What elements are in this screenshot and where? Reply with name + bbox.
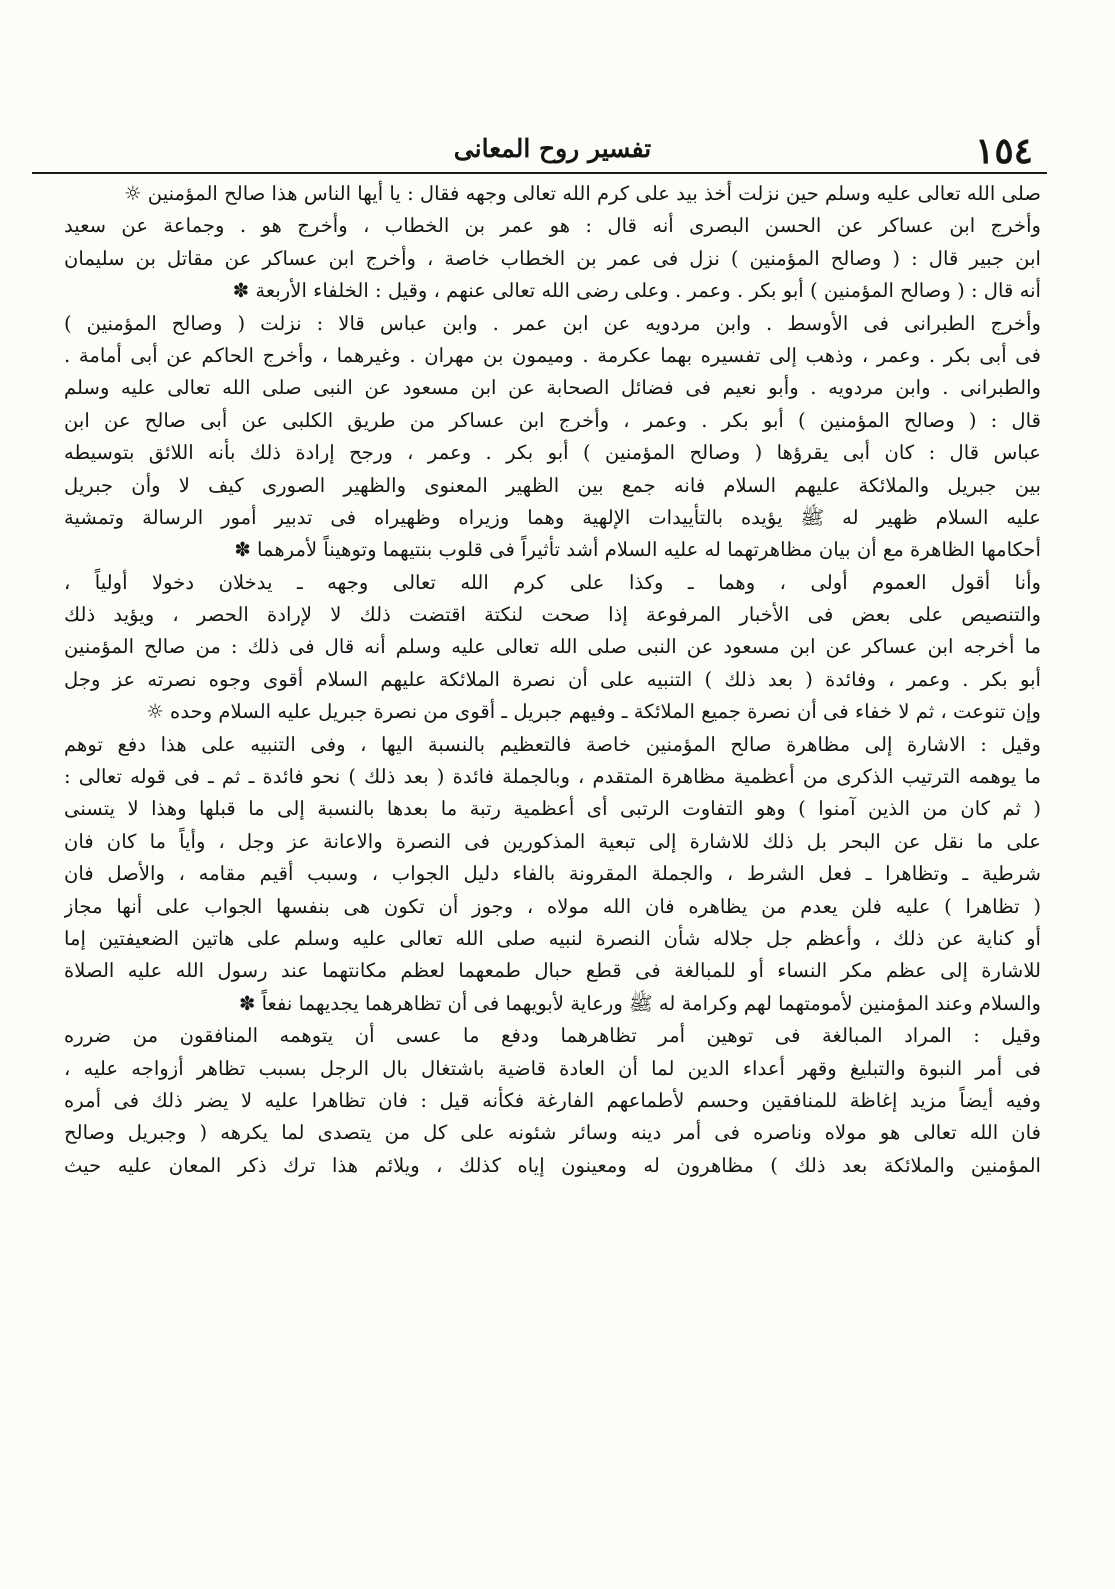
text-line: المؤمنين والملائكة بعد ذلك ) مظاهرون له ومعينون إياه كذلك ، ويلائم هذا ترك ذكر المعان عليه حيث [64, 1153, 1041, 1177]
page-header [64, 128, 1041, 172]
text-line: وقيل : المراد المبالغة فى توهين أمر تظاهرهما ودفع ما عسى أن يتوهمه المنافقون من ضرره [64, 1024, 1041, 1048]
text-line: ما أخرجه ابن عساكر عن ابن مسعود عن النبى صلى الله تعالى عليه وسلم أنه قال فى ذلك : من صالح المؤمنين [64, 635, 1041, 659]
text-line: وأخرج الطبرانى فى الأوسط . وابن مردويه عن ابن عمر . وابن عباس قالا : نزلت ( وصالح المؤمنين ) [64, 311, 1041, 335]
text-line: للاشارة إلى عظم مكر النساء أو للمبالغة فى قطع حبال طمعهما لعظم مكانتهما عند رسول الله عليه الصلاة [64, 959, 1041, 983]
text-line: والسلام وعند المؤمنين لأمومتهما لهم وكرامة له ﷺ ورعاية لأبويهما فى أن تظاهرهما يجديهما نفعاً ✽ [238, 991, 1041, 1015]
text-line: وإن تنوعت ، ثم لا خفاء فى أن نصرة جميع الملائكة ـ وفيهم جبريل ـ أقوى من نصرة جبريل عليه السلام وحده ☼ [146, 700, 1041, 724]
text-line: ( تظاهرا ) عليه فلن يعدم من يظاهره فان الله مولاه ، وجوز أن تكون هى بنفسها الجواب على أنها مجاز [64, 894, 1041, 918]
text-line: والتنصيص على بعض فى الأخبار المرفوعة إذا صحت لنكتة اقتضت ذلك لا لإرادة الحصر ، ويؤيد ذلك [64, 603, 1041, 627]
header-rule [32, 172, 1047, 174]
text-line: أو كناية عن ذلك ، وأعظم جل جلاله شأن النصرة لنبيه صلى الله تعالى عليه وسلم على هاتين الضعيفتين إما [64, 926, 1041, 950]
text-line: ( ثم كان من الذين آمنوا ) وهو التفاوت الرتبى أى أعظمية رتبة ما بعدها بالنسبة إلى ما قبلها وهذا لا يتسنى [64, 797, 1041, 821]
text-line: عباس قال : كان أبى يقرؤها ( وصالح المؤمنين ) أبو بكر . وعمر ، ورجح إرادة ذلك بأنه اللائق بتوسيطه [64, 441, 1041, 465]
text-line: شرطية ـ وتظاهرا ـ فعل الشرط ، والجملة المقرونة بالفاء دليل الجواب ، وسبب أقيم مقامه ، والأصل فان [64, 862, 1041, 886]
text-line: وأنا أقول العموم أولى ، وهما ـ وكذا على كرم الله تعالى وجهه ـ يدخلان دخولا أولياً ، [64, 570, 1041, 594]
text-line: أنه قال : ( وصالح المؤمنين ) أبو بكر . وعمر . وعلى رضى الله تعالى عنهم ، وقيل : الخلفاء الأربعة ✽ [232, 279, 1041, 303]
body-text [64, 178, 1041, 1182]
text-line: وأخرج ابن عساكر عن الحسن البصرى أنه قال : هو عمر بن الخطاب ، وأخرج هو . وجماعة عن سعيد [64, 214, 1041, 238]
text-line: فان الله تعالى هو مولاه وناصره فى أمر دينه وسائر شئونه على كل من يتصدى لما يكرهه ( وجبريل وصالح [64, 1121, 1041, 1145]
text-line: عليه السلام ظهير له ﷺ يؤيده بالتأييدات الإلهية وهما وزيراه وظهيراه فى تدبير أمور الرسالة وتمشية [64, 505, 1041, 529]
text-line: وقيل : الاشارة إلى مظاهرة صالح المؤمنين خاصة فالتعظيم بالنسبة اليها ، وفى التنبيه على هذا دفع توهم [64, 732, 1041, 756]
text-line: فى أمر النبوة والتبليغ وقهر أعداء الدين لما أن العادة قاضية باشتغال بال الرجل بسبب تظاهر أزواجه عليه ، [64, 1056, 1041, 1080]
text-line: فى أبى بكر . وعمر ، وذهب إلى تفسيره بهما عكرمة . وميمون بن مهران . وغيرهما ، وأخرج الحاكم عن أبى أمامة . [64, 343, 1041, 367]
text-line: أحكامها الظاهرة مع أن بيان مظاهرتهما له عليه السلام أشد تأثيراً فى قلوب بنتيهما وتوهيناً لأمرهما ✽ [234, 538, 1041, 562]
text-line: صلى الله تعالى عليه وسلم حين نزلت أخذ بيد على كرم الله تعالى وجهه فقال : يا أيها الناس هذا صالح المؤمنين ☼ [123, 182, 1041, 205]
text-line: بين جبريل والملائكة عليهم السلام فانه جمع بين الظهير المعنوى والظهير الصورى كيف لا وأن جبريل [64, 473, 1041, 497]
running-title: تفسير روح المعانى [453, 134, 652, 163]
text-line: والطبرانى . وابن مردويه . وأبو نعيم فى فضائل الصحابة عن ابن مسعود عن النبى صلى الله تعالى عليه وسلم [64, 376, 1041, 400]
page-number: ١٥٤ [974, 130, 1033, 172]
text-line: ابن جبير قال : ( وصالح المؤمنين ) نزل فى عمر بن الخطاب خاصة ، وأخرج ابن عساكر عن مقاتل بن سليمان [64, 246, 1041, 270]
text-line: وفيه أيضاً مزيد إغاظة للمنافقين وحسم لأطماعهم الفارغة فكأنه قيل : فان تظاهرا عليه لا يضر ذلك فى أمره [64, 1088, 1041, 1112]
text-line: على ما نقل عن البحر بل ذلك للاشارة إلى تبعية المذكورين فى النصرة والاعانة عز وجل ، وأياً ما كان فان [64, 829, 1041, 853]
text-line: أبو بكر . وعمر ، وفائدة ( بعد ذلك ) التنبيه على أن نصرة الملائكة عليهم السلام أقوى وجوه نصرته عز وجل [64, 667, 1041, 691]
text-line: قال : ( وصالح المؤمنين ) أبو بكر . وعمر ، وأخرج ابن عساكر من طريق الكلبى عن أبى صالح عن ابن [64, 408, 1041, 432]
text-line: ما يوهمه الترتيب الذكرى من أعظمية مظاهرة المتقدم ، وبالجملة فائدة ( بعد ذلك ) نحو فائدة ـ ثم ـ فى قوله تعالى : [64, 765, 1041, 789]
